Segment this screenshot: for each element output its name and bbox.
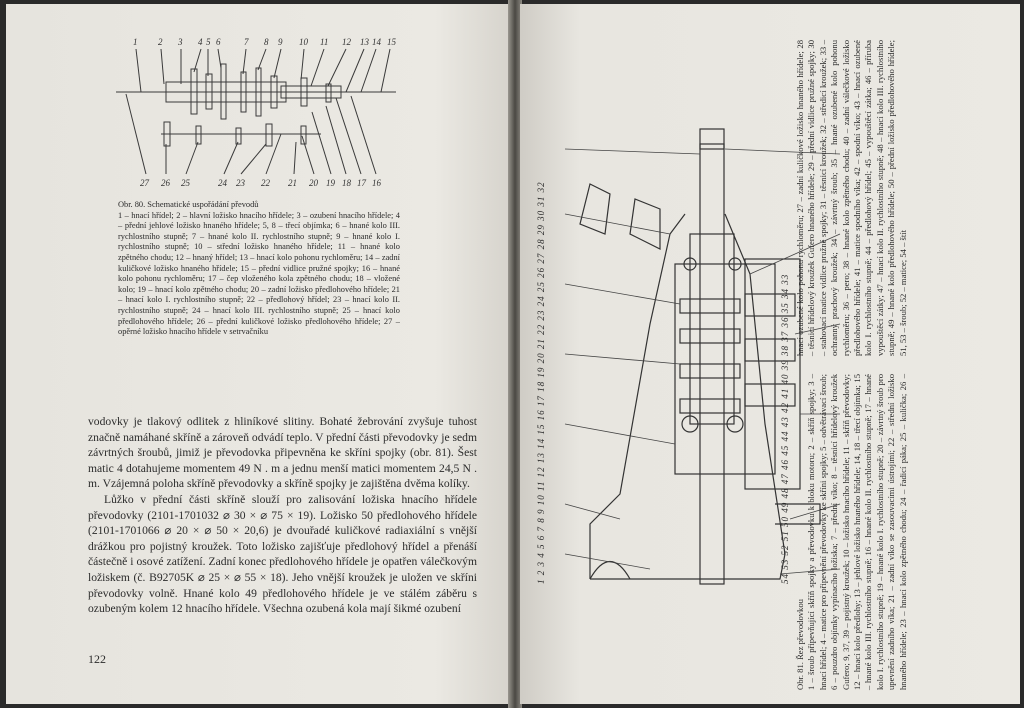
callout-right: 53 [780,558,790,570]
page-number: 122 [88,652,106,666]
callout-left: 30 [536,209,546,221]
callout-left: 29 [536,224,546,236]
callout-left: 15 [536,423,546,435]
callout-bottom: 27 [140,178,149,188]
callout-left: 24 [536,295,546,307]
callout-left: 10 [536,494,546,506]
callout-top: 9 [278,37,283,47]
callout-right: 49 [780,501,790,513]
callout-right: 48 [780,487,790,499]
callout-left: 25 [536,281,546,293]
figure-81-callouts-left [534,114,554,594]
callout-left: 14 [536,437,546,449]
callout-left: 19 [536,366,546,378]
callout-right: 42 [780,402,790,413]
callout-left: 26 [536,266,546,278]
callout-left: 32 [536,181,546,193]
callout-left: 16 [536,409,546,421]
callout-bottom: 20 [309,178,318,188]
callout-left: 22 [536,323,546,335]
callout-left: 8 [536,517,546,523]
callout-left: 2 [536,569,546,576]
callout-left: 11 [536,480,546,491]
callout-top: 13 [360,37,369,47]
callout-right: 50 [780,516,790,527]
callout-right: 45 [780,444,790,456]
callout-bottom: 21 [288,178,297,188]
callout-right: 41 [780,387,790,399]
callout-left: 7 [536,526,546,532]
callout-top: 11 [320,37,329,47]
callout-right: 36 [780,316,790,328]
callout-right: 47 [780,473,790,485]
callout-top: 4 [198,37,203,47]
callout-top: 10 [299,37,308,47]
callout-left: 27 [536,252,546,264]
callout-bottom: 24 [218,178,227,188]
callout-right: 37 [780,330,790,342]
callout-right: 38 [780,345,790,356]
figure-81-legend: 1 – šroub připevňující skříň spojky a převodovku k bloku motoru; 2 – skříň spojky; 3 – hnací hřídel; 4 – matice pro připevnění převodovky ke skříni spojky; 5 – odvětrávací šroub; 6 – pouzdro objímky vypínacího ložiska; 7 – přední víko; 8 – těsnicí hřídelový kroužek Gufero; 9, 37, 39 – pojistný kroužek; 10 – ložisko hnacího hřídele; 11 – skříň převodovky; 12 – hnací kolo předlohy; 13 – jehlové ložisko hnaného hřídele; 14, 18 – třecí objímka; 15 – hnané kolo III. rychlostního stupně; 16 – hnané kolo II. rychlostního stupně; 17 – hnané kolo I. rychlostního stupně; 19 – hnané kolo I. rychlostního stupně; 20 – závrtný šroub pro upevnění zadního víka; 21 – zadní víko se zasouvacími ústrojími; 22 – střední ložisko hnaného hřídele; 23 – hnací kolo zpětného chodu; 24 – řadicí páka; 25 – kulička; 26 – hnací ozubené kolo pohonu rychloměru; 27 – zadní kuličkové ložisko hnaného hřídele; 28 – těsnicí hřídelový kroužek Gufero hnaného hřídele; 29 – přední vidlice pružné spojky; 30 – stahovací matice vidlice pružné spojky; 31 – těsnicí kroužek; 32 – středicí kroužek; 33 – ochranný prachový kroužek; 34 – závrtný šroub; 35 – hnané ozubené kolo pohonu rychloměru; 36 – pero; 38 – hnané kolo zpětného chodu; 40 – zadní válečkové ložisko předlohového hřídele; 41 – matice spodního víka; 42 – spodní víko; 43 – hnací ozubené kolo I. rychlostního stupně; 44 – předlohový hřídel; 45 – vypouštěcí zátka; 46 – příruba vypouštěcí zátky; 47 – hnací kolo II. rychlostního stupně; 48 – hnací kolo III. rychlostního stupně; 49 – hnané kolo předlohového hřídele; 50 – přední ložisko předlohového hřídele; 51, 53 – šroub; 52 – matice; 54 – štít [795,40,908,690]
callout-right: 43 [780,416,790,428]
callout-left: 1 [536,578,546,584]
callout-right: 44 [780,430,790,442]
callout-bottom: 18 [342,178,351,188]
callout-right: 46 [780,459,790,470]
figure-81-title: Obr. 81. Řez převodovkou [795,599,805,690]
callout-left: 4 [536,552,546,558]
callout-bottom: 25 [181,178,190,188]
right-page [520,4,1020,704]
callout-right: 39 [780,359,790,371]
callout-right: 51 [780,530,790,542]
callout-list [780,134,790,584]
callout-right: 52 [780,544,790,556]
callout-bottom: 26 [161,178,170,188]
figure-80-legend: 1 – hnací hřídel; 2 – hlavní ložisko hnacího hřídele; 3 – ozubení hnacího hřídele; 4 – přední jehlové ložisko hnaného hřídele; 5, 8 – třecí objímka; 6 – hnané kolo III. rychlostního stupně; 7 – hnané kolo II. rychlostního stupně; 9 – hnané kolo I. rychlostního stupně; 10 – střední ložisko hnaného hřídele; 11 – hnané kolo zpětného chodu; 12 – hnaný hřídel; 13 – hnací kolo pohonu rychloměru; 14 – zadní kuličkové ložisko hnaného hřídele; 15 – přední vidlice pružné spojky; 16 – hnané kolo pohonu rychloměru; 17 – čep vloženého kola zpětného chodu; 18 – vložené kolo; 19 – hnací kolo zpětného chodu; 20 – zadní ložisko předlohového hřídele; 21 – hnací kolo I. rychlostního stupně; 22 – předlohový hřídel; 23 – hnací kolo II. rychlostního stupně; 24 – hnací kolo III. rychlostního stupně; 25 – hnací kolo předlohového hřídele; 26 – přední kuličkové ložisko předlohového hřídele; 27 – opěrné ložisko hnacího hřídele v setrvačníku [118,210,400,337]
callout-left: 3 [536,561,546,567]
callout-left: 23 [536,309,546,321]
body-text [88,414,477,617]
callout-left: 12 [536,466,546,478]
figure-80-caption [118,200,400,338]
callout-top: 6 [216,37,221,47]
callout-right: 54 [780,573,790,584]
callout-top: 3 [178,37,183,47]
callout-top: 2 [158,37,163,47]
callout-left: 28 [536,238,546,250]
callout-top: 1 [133,37,138,47]
callout-bottom: 16 [372,178,381,188]
callout-top: 14 [372,37,381,47]
callout-right: 34 [780,288,790,299]
paragraph: vodovky je tlakový odlitek z hliníkové slitiny. Bohaté žebrování zvyšuje tuhost značně namáhané skříně a zároveň odvádí teplo. V přední části převodovky je sedm závrtných šroubů, jimiž je převodovka připevněna ke skříni spojky (obr. 81). Šest matic 4 dotahujeme momentem 49 N . m a jednu menší matici momentem 24,5 N . m. Vzájemná poloha skříně převodovky a skříně spojky je zajištěna dvěma kolíky. [88,415,477,491]
callout-bottom: 23 [236,178,245,188]
callout-top: 12 [342,37,351,47]
figure-81-caption [795,40,909,690]
callout-top: 5 [206,37,211,47]
callout-left: 9 [536,508,546,514]
callout-left: 13 [536,452,546,464]
paragraph: Lůžko v přední části skříně slouží pro zalisování ložiska hnacího hřídele převodovky (2101-1701032 ⌀ 30 × ⌀ 75 × 19). Ložisko 50 předlohového hřídele (2101-1701066 ⌀ 20 × ⌀ 50 × 20,6) je dvouřadé kuličkové radiaxiální s vnější drážkou pro pojistný kroužek. Toto ložisko zajišťuje předlohový hřídel a přenáší částečně i osové zatížení. Zadní konec předlohového hřídele je opatřen válečkovým ložiskem (č. B92705K ⌀ 25 × ⌀ 55 × 18). Jeho vnější kroužek je uložen ve skříni převodovky volně. Hnané kolo 49 předlohového hřídele je ve stálém záběru s ozubeným kolem 12 hnacího hřídele. Všechna ozubená kola mají šikmé ozubení [88,492,477,616]
callout-left: 18 [536,380,546,392]
callout-right: 35 [780,302,790,314]
callout-left: 17 [536,395,546,407]
callout-right: 40 [780,373,790,385]
figure-80-schematic [106,34,406,199]
callout-left: 5 [536,543,546,549]
callout-left: 6 [536,534,546,541]
callout-top: 15 [387,37,396,47]
callout-right: 33 [780,273,790,285]
figure-80-title: Obr. 80. Schematické uspořádání převodů [118,200,259,209]
callout-left: 21 [536,338,546,350]
callout-list [536,114,546,584]
callout-bottom: 19 [326,178,335,188]
callout-top: 8 [264,37,269,47]
callout-left: 31 [536,195,546,207]
callout-left: 20 [536,352,546,364]
left-page [6,4,511,704]
callout-top: 7 [244,37,249,47]
callout-bottom: 17 [357,178,366,188]
callout-bottom: 22 [261,178,270,188]
